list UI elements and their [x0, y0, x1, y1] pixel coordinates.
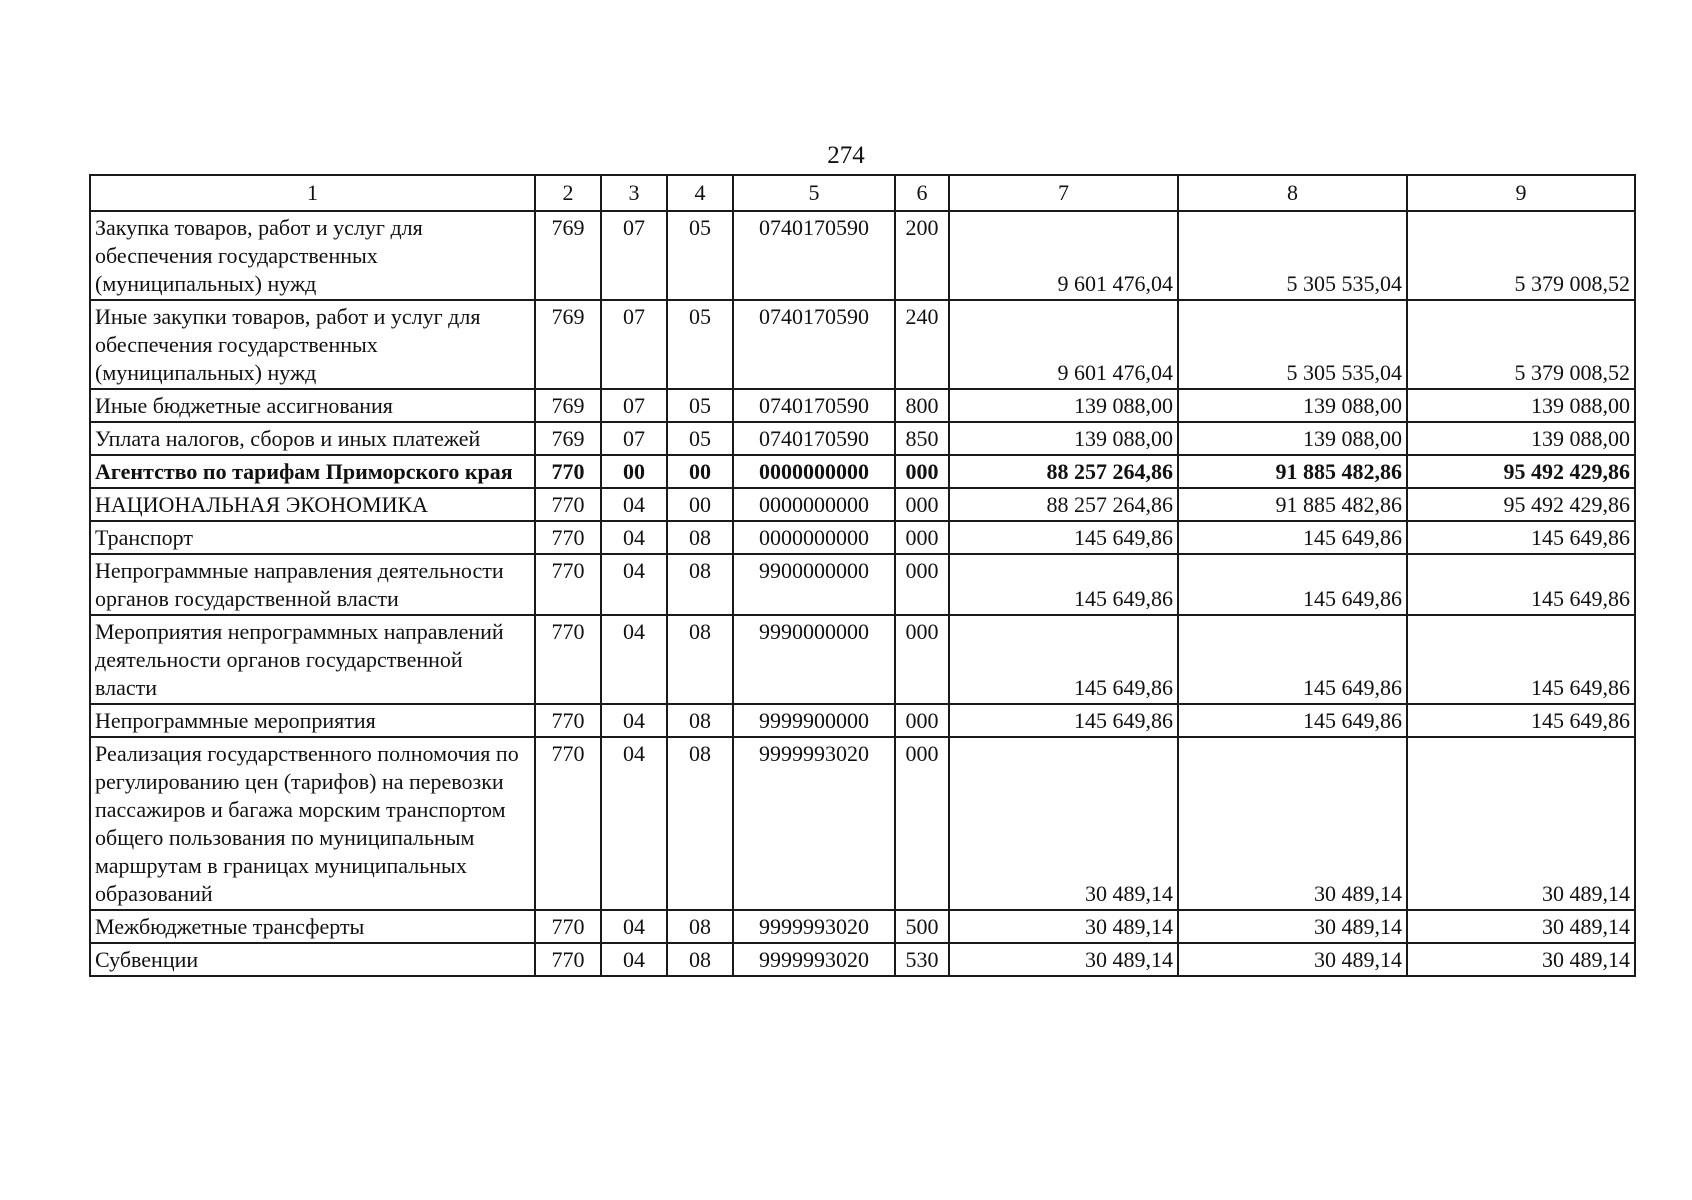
table-row — [90, 211, 1635, 300]
amount-year-2: 145 649,86 — [1178, 554, 1407, 615]
expense-type-code: 000 — [895, 455, 949, 488]
subsection-code: 08 — [667, 521, 733, 554]
table-row — [90, 455, 1635, 488]
amount-year-3: 5 379 008,52 — [1407, 300, 1635, 389]
section-code: 770 — [535, 488, 601, 521]
amount-year-1: 145 649,86 — [949, 615, 1178, 704]
subsection-code: 05 — [667, 422, 733, 455]
row-name: Субвенции — [90, 943, 535, 976]
amount-year-2: 145 649,86 — [1178, 521, 1407, 554]
section-code: 770 — [535, 737, 601, 910]
column-header: 8 — [1178, 175, 1407, 211]
amount-year-1: 145 649,86 — [949, 554, 1178, 615]
table-row — [90, 943, 1635, 976]
expense-type-code: 000 — [895, 704, 949, 737]
target-article-code: 0740170590 — [733, 300, 895, 389]
table-row — [90, 554, 1635, 615]
expense-type-code: 000 — [895, 521, 949, 554]
amount-year-2: 5 305 535,04 — [1178, 211, 1407, 300]
section-code: 04 — [601, 737, 667, 910]
page-number: 274 — [827, 142, 865, 169]
expense-type-code: 530 — [895, 943, 949, 976]
row-name: Непрограммные направления деятельности органов государственной власти — [90, 554, 535, 615]
amount-year-2: 5 305 535,04 — [1178, 300, 1407, 389]
amount-year-2: 30 489,14 — [1178, 737, 1407, 910]
amount-year-1: 139 088,00 — [949, 389, 1178, 422]
amount-year-1: 145 649,86 — [949, 704, 1178, 737]
row-name: Иные закупки товаров, работ и услуг для обеспечения государственных (муниципальных) нужд — [90, 300, 535, 389]
column-header: 1 — [90, 175, 535, 211]
amount-year-3: 145 649,86 — [1407, 704, 1635, 737]
section-code: 770 — [535, 455, 601, 488]
amount-year-2: 139 088,00 — [1178, 422, 1407, 455]
row-name: Уплата налогов, сборов и иных платежей — [90, 422, 535, 455]
section-code: 07 — [601, 211, 667, 300]
row-name: Иные бюджетные ассигнования — [90, 389, 535, 422]
target-article-code: 0740170590 — [733, 422, 895, 455]
section-code: 07 — [601, 422, 667, 455]
target-article-code: 0000000000 — [733, 455, 895, 488]
section-code: 769 — [535, 389, 601, 422]
subsection-code: 08 — [667, 943, 733, 976]
target-article-code: 0740170590 — [733, 211, 895, 300]
column-header: 9 — [1407, 175, 1635, 211]
amount-year-2: 91 885 482,86 — [1178, 455, 1407, 488]
row-name: Реализация государственного полномочия по регулированию цен (тарифов) на перевозки пассажиров и багажа морским транспортом общего пользования по муниципальным маршрутам в границах муниципальных образований — [90, 737, 535, 910]
row-name: Мероприятия непрограммных направлений деятельности органов государственной власти — [90, 615, 535, 704]
amount-year-3: 139 088,00 — [1407, 422, 1635, 455]
column-header: 7 — [949, 175, 1178, 211]
amount-year-1: 30 489,14 — [949, 943, 1178, 976]
table-row — [90, 704, 1635, 737]
subsection-code: 08 — [667, 910, 733, 943]
amount-year-1: 30 489,14 — [949, 910, 1178, 943]
subsection-code: 08 — [667, 554, 733, 615]
expense-type-code: 200 — [895, 211, 949, 300]
target-article-code: 9999993020 — [733, 943, 895, 976]
expense-type-code: 500 — [895, 910, 949, 943]
table-row — [90, 422, 1635, 455]
section-code: 04 — [601, 704, 667, 737]
amount-year-3: 30 489,14 — [1407, 737, 1635, 910]
target-article-code: 0000000000 — [733, 488, 895, 521]
target-article-code: 9999993020 — [733, 737, 895, 910]
column-header: 3 — [601, 175, 667, 211]
target-article-code: 9999900000 — [733, 704, 895, 737]
target-article-code: 9990000000 — [733, 615, 895, 704]
table-row — [90, 615, 1635, 704]
section-code: 770 — [535, 615, 601, 704]
subsection-code: 08 — [667, 737, 733, 910]
target-article-code: 0740170590 — [733, 389, 895, 422]
section-code: 04 — [601, 488, 667, 521]
table-row — [90, 300, 1635, 389]
amount-year-3: 145 649,86 — [1407, 521, 1635, 554]
budget-table — [89, 174, 1636, 977]
subsection-code: 05 — [667, 211, 733, 300]
section-code: 770 — [535, 910, 601, 943]
subsection-code: 00 — [667, 455, 733, 488]
section-code: 04 — [601, 943, 667, 976]
expense-type-code: 000 — [895, 554, 949, 615]
section-code: 769 — [535, 211, 601, 300]
section-code: 04 — [601, 615, 667, 704]
expense-type-code: 850 — [895, 422, 949, 455]
table-row — [90, 488, 1635, 521]
amount-year-3: 30 489,14 — [1407, 910, 1635, 943]
subsection-code: 08 — [667, 615, 733, 704]
amount-year-1: 88 257 264,86 — [949, 455, 1178, 488]
column-number-header — [90, 175, 1635, 211]
amount-year-1: 30 489,14 — [949, 737, 1178, 910]
amount-year-3: 139 088,00 — [1407, 389, 1635, 422]
amount-year-1: 9 601 476,04 — [949, 300, 1178, 389]
table-row — [90, 910, 1635, 943]
table-row — [90, 737, 1635, 910]
amount-year-2: 30 489,14 — [1178, 910, 1407, 943]
column-header: 2 — [535, 175, 601, 211]
target-article-code: 9900000000 — [733, 554, 895, 615]
row-name: Закупка товаров, работ и услуг для обеспечения государственных (муниципальных) нужд — [90, 211, 535, 300]
section-code: 07 — [601, 389, 667, 422]
amount-year-2: 91 885 482,86 — [1178, 488, 1407, 521]
table-row — [90, 389, 1635, 422]
subsection-code: 05 — [667, 300, 733, 389]
expense-type-code: 000 — [895, 488, 949, 521]
subsection-code: 08 — [667, 704, 733, 737]
amount-year-1: 145 649,86 — [949, 521, 1178, 554]
amount-year-2: 139 088,00 — [1178, 389, 1407, 422]
table-row — [90, 521, 1635, 554]
amount-year-1: 88 257 264,86 — [949, 488, 1178, 521]
row-name: Межбюджетные трансферты — [90, 910, 535, 943]
section-code: 769 — [535, 300, 601, 389]
amount-year-1: 9 601 476,04 — [949, 211, 1178, 300]
section-code: 07 — [601, 300, 667, 389]
amount-year-3: 95 492 429,86 — [1407, 488, 1635, 521]
column-header: 5 — [733, 175, 895, 211]
target-article-code: 9999993020 — [733, 910, 895, 943]
row-name: НАЦИОНАЛЬНАЯ ЭКОНОМИКА — [90, 488, 535, 521]
section-code: 770 — [535, 554, 601, 615]
amount-year-3: 5 379 008,52 — [1407, 211, 1635, 300]
section-code: 770 — [535, 704, 601, 737]
expense-type-code: 000 — [895, 615, 949, 704]
amount-year-3: 30 489,14 — [1407, 943, 1635, 976]
row-name: Агентство по тарифам Приморского края — [90, 455, 535, 488]
amount-year-1: 139 088,00 — [949, 422, 1178, 455]
row-name: Транспорт — [90, 521, 535, 554]
subsection-code: 00 — [667, 488, 733, 521]
expense-type-code: 000 — [895, 737, 949, 910]
section-code: 04 — [601, 521, 667, 554]
target-article-code: 0000000000 — [733, 521, 895, 554]
amount-year-2: 145 649,86 — [1178, 615, 1407, 704]
expense-type-code: 800 — [895, 389, 949, 422]
amount-year-2: 30 489,14 — [1178, 943, 1407, 976]
subsection-code: 05 — [667, 389, 733, 422]
section-code: 770 — [535, 943, 601, 976]
column-header: 6 — [895, 175, 949, 211]
section-code: 00 — [601, 455, 667, 488]
section-code: 769 — [535, 422, 601, 455]
amount-year-3: 145 649,86 — [1407, 554, 1635, 615]
section-code: 04 — [601, 910, 667, 943]
section-code: 770 — [535, 521, 601, 554]
row-name: Непрограммные мероприятия — [90, 704, 535, 737]
expense-type-code: 240 — [895, 300, 949, 389]
column-header: 4 — [667, 175, 733, 211]
amount-year-3: 145 649,86 — [1407, 615, 1635, 704]
amount-year-2: 145 649,86 — [1178, 704, 1407, 737]
section-code: 04 — [601, 554, 667, 615]
amount-year-3: 95 492 429,86 — [1407, 455, 1635, 488]
